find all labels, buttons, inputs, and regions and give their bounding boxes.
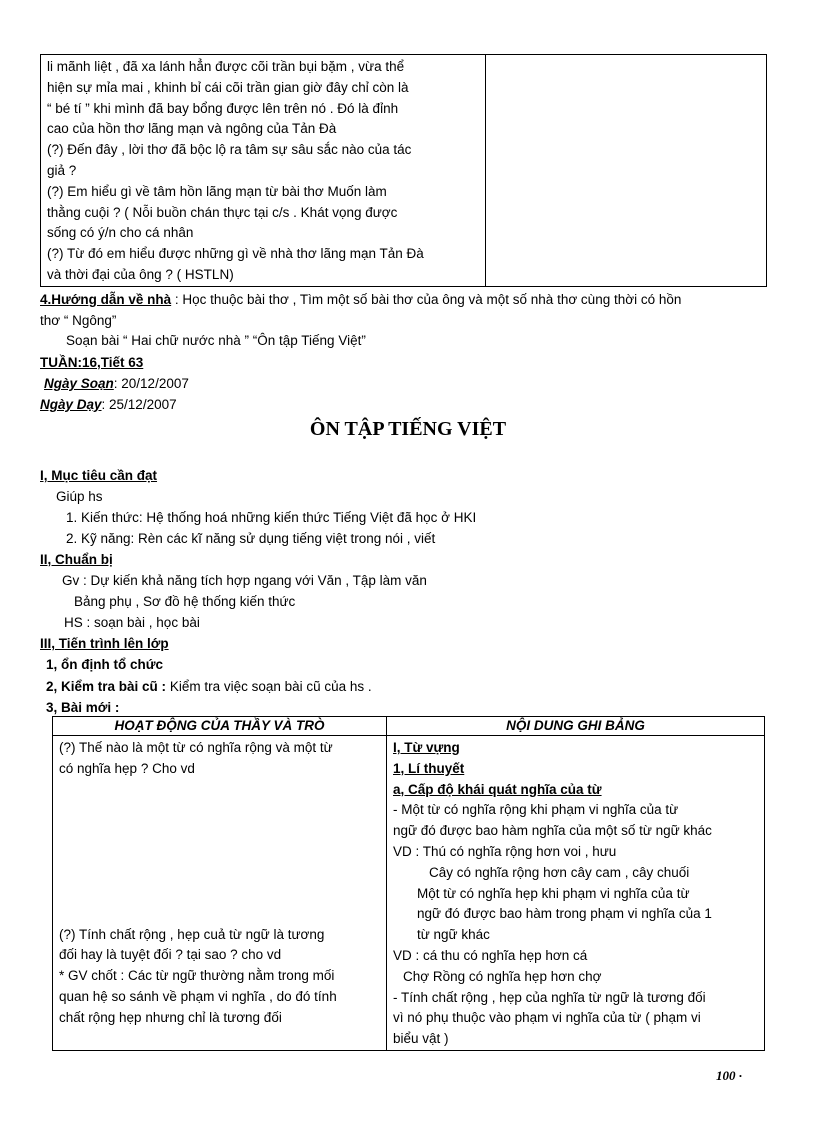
teacher-note-line: chất rộng hẹp nhưng chỉ là tương đối xyxy=(59,1009,282,1025)
step-2 xyxy=(46,677,372,698)
homework-line-3: Soạn bài “ Hai chữ nước nhà ” “Ôn tập Tiếng Việt” xyxy=(66,333,366,348)
content-line: Chợ Rồng có nghĩa hẹp hơn chợ xyxy=(403,968,602,984)
question-line: giả ? xyxy=(47,162,77,178)
step-3: 3, Bài mới : xyxy=(46,700,120,715)
section-1-intro: Giúp hs xyxy=(56,489,103,504)
teach-date-value: : 25/12/2007 xyxy=(101,397,177,412)
step-1: 1, ổn định tổ chức xyxy=(46,657,164,672)
objective-skill: 2. Kỹ năng: Rèn các kĩ năng sử dụng tiếng việt trong nói , viết xyxy=(66,531,436,546)
prep-date-label: Ngày Soạn xyxy=(44,376,114,391)
student-prep: HS : soạn bài , học bài xyxy=(64,615,200,630)
content-cell xyxy=(387,736,765,1051)
content-heading-vocab: I, Từ vựng xyxy=(393,740,460,755)
header-content: NỘI DUNG GHI BẢNG xyxy=(387,717,765,736)
content-line: biểu vật ) xyxy=(393,1031,449,1047)
content-line: ngữ đó được bao hàm trong phạm vi nghĩa của 1 xyxy=(417,906,712,922)
content-line: vì nó phụ thuộc vào phạm vi nghĩa của từ ( phạm vi xyxy=(393,1010,701,1026)
question-line: và thời đại của ông ? ( HSTLN) xyxy=(47,266,234,282)
page-number: 100 · xyxy=(716,1068,742,1083)
text-line: li mãnh liệt , đã xa lánh hẳn được cõi trần bụi bặm , vừa thể xyxy=(47,59,405,74)
section-1-heading: I, Mục tiêu cần đạt xyxy=(40,468,158,483)
content-line: Một từ có nghĩa hẹp khi phạm vi nghĩa của từ xyxy=(417,885,690,901)
content-heading-generality: a, Cấp độ khái quát nghĩa của từ xyxy=(393,781,602,797)
content-line: VD : Thú có nghĩa rộng hơn voi , hưu xyxy=(393,843,617,859)
top-left-cell xyxy=(41,55,486,287)
week-label: TUẦN:16,Tiết 63 xyxy=(40,355,144,370)
homework-line xyxy=(40,290,681,311)
activities-cell xyxy=(53,736,387,1051)
header-activities: HOẠT ĐỘNG CỦA THẦY VÀ TRÒ xyxy=(53,717,387,736)
content-line: VD : cá thu có nghĩa hẹp hơn cá xyxy=(393,947,588,963)
question-line: (?) Tính chất rộng , hẹp cuả từ ngữ là tương xyxy=(59,926,325,942)
teacher-prep-2: Bảng phụ , Sơ đồ hệ thống kiến thức xyxy=(74,594,296,609)
content-line: ngữ đó được bao hàm nghĩa của một số từ ngữ khác xyxy=(393,823,712,839)
question-line: sống có ý/n cho cá nhân xyxy=(47,225,194,241)
top-right-cell xyxy=(486,55,767,287)
teacher-prep: Gv : Dự kiến khả năng tích hợp ngang với Văn , Tập làm văn xyxy=(62,573,427,588)
homework-line-2: thơ “ Ngông” xyxy=(40,313,117,328)
homework-text: : Học thuộc bài thơ , Tìm một số bài thơ của ông và một số nhà thơ cùng thời có hồn xyxy=(174,292,682,307)
prep-date xyxy=(44,374,189,395)
section-2-heading: II, Chuẩn bị xyxy=(40,552,113,567)
text-line: hiện sự mỉa mai , khinh bỉ cái cõi trần gian giờ đây chỉ còn là xyxy=(47,79,409,95)
spacer xyxy=(59,780,382,925)
teach-date-label: Ngày Dạy xyxy=(40,397,102,412)
question-line: (?) Thế nào là một từ có nghĩa rộng và một từ xyxy=(59,740,333,755)
question-line: đối hay là tuyệt đối ? tại sao ? cho vd xyxy=(59,947,282,963)
question-line: có nghĩa hẹp ? Cho vd xyxy=(59,760,195,776)
question-line: (?) Từ đó em hiểu được những gì về nhà thơ lãng mạn Tản Đà xyxy=(47,246,424,262)
content-line: - Tính chất rộng , hẹp của nghĩa từ ngữ là tương đối xyxy=(393,989,706,1005)
page-title: ÔN TẬP TIẾNG VIỆT xyxy=(309,418,507,440)
content-line: từ ngữ khác xyxy=(417,927,490,943)
teach-date xyxy=(40,395,177,416)
question-line: thằng cuội ? ( Nỗi buồn chán thực tại c/s . Khát vọng được xyxy=(47,204,398,220)
content-line: - Một từ có nghĩa rộng khi phạm vi nghĩa của từ xyxy=(393,802,679,818)
text-line: “ bé tí ” khi mình đã bay bổng được lên trên nó . Đó là đỉnh xyxy=(47,100,399,116)
top-table xyxy=(40,54,767,287)
question-line: (?) Em hiểu gì về tâm hồn lãng mạn từ bài thơ Muốn làm xyxy=(47,183,387,199)
content-line: Cây có nghĩa rộng hơn cây cam , cây chuối xyxy=(429,864,690,880)
objective-knowledge: 1. Kiến thức: Hệ thống hoá những kiến thức Tiếng Việt đã học ở HKI xyxy=(66,510,477,525)
main-table xyxy=(52,716,765,1051)
question-line: (?) Đến đây , lời thơ đã bộc lộ ra tâm sự sâu sắc nào của tác xyxy=(47,142,412,158)
prep-date-value: : 20/12/2007 xyxy=(113,376,189,391)
step-2-text: Kiểm tra việc soạn bài cũ của hs . xyxy=(169,679,372,694)
step-2-label: 2, Kiểm tra bài cũ : xyxy=(46,679,167,694)
section-3-heading: III, Tiến trình lên lớp xyxy=(40,636,169,651)
text-line: cao của hồn thơ lãng mạn và ngông của Tản Đà xyxy=(47,121,337,137)
homework-label: 4.Hướng dẫn về nhà xyxy=(40,292,172,307)
content-heading-theory: 1, Lí thuyết xyxy=(393,760,465,776)
teacher-note-line: * GV chốt : Các từ ngữ thường nằm trong mối xyxy=(59,968,335,984)
teacher-note-line: quan hệ so sánh về phạm vi nghĩa , do đó tính xyxy=(59,988,337,1004)
